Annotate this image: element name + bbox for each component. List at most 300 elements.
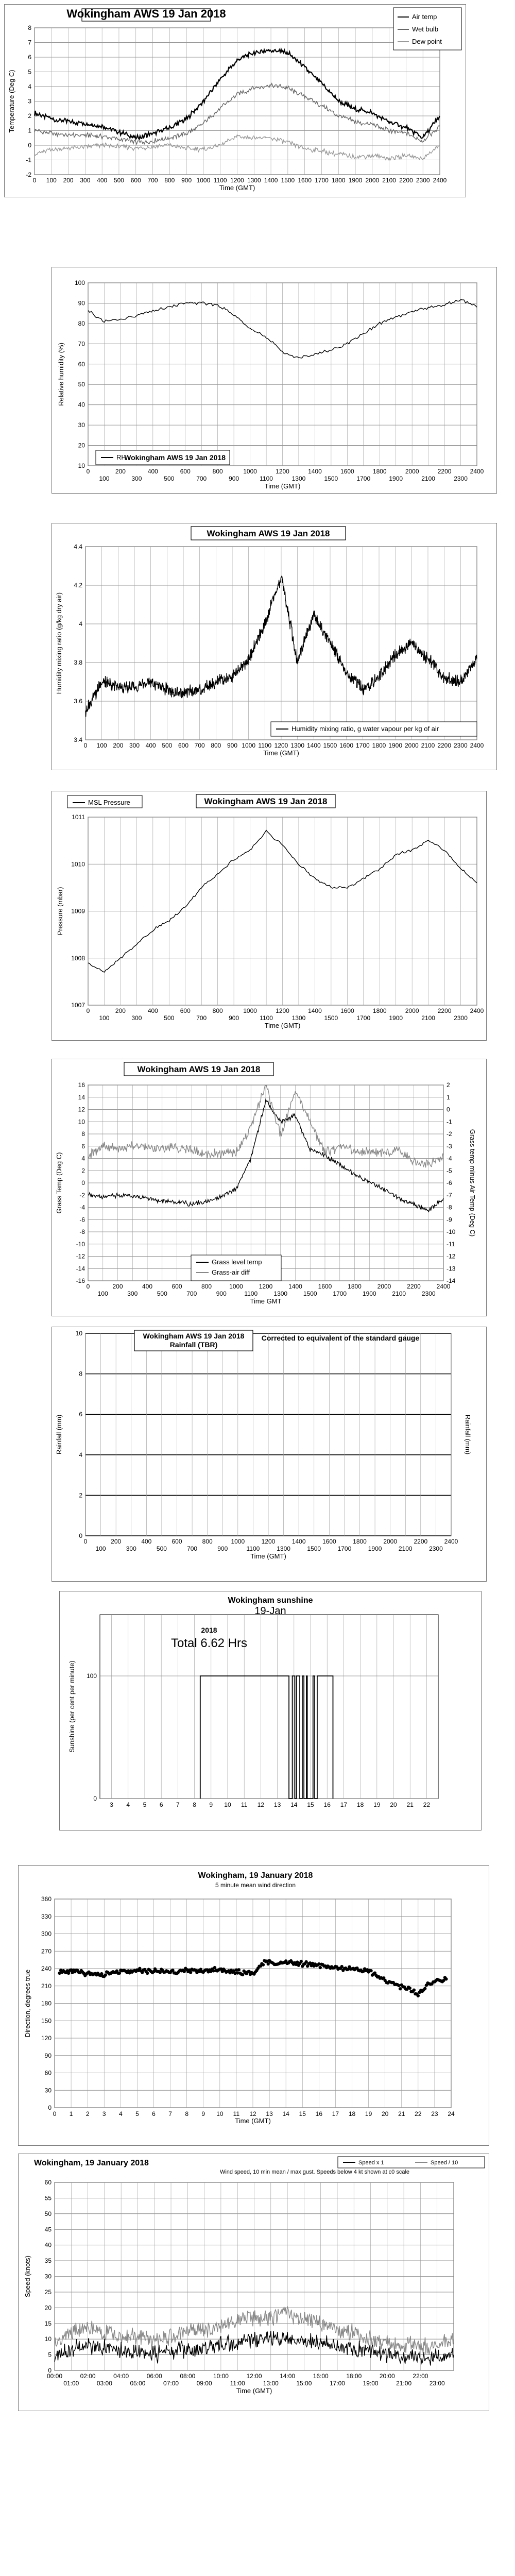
y-tick-label: 5 [48,2351,52,2359]
y-tick-label: 55 [44,2194,52,2202]
legend-label: MSL Pressure [88,799,130,806]
wind-speed-chart-panel [18,2154,489,2411]
x-tick-label: 2 [85,2110,90,2117]
y-tick-label: 40 [78,401,85,409]
y2-tick-label: 1 [447,1093,450,1101]
x-tick-label: 14:00 [280,2372,296,2380]
x-tick-label: 9 [201,2110,205,2117]
x-tick-label: 07:00 [163,2380,179,2387]
x-tick-label: 2300 [416,177,430,184]
y2-tick-label: -14 [447,1277,456,1284]
x-tick-label: 600 [180,468,191,475]
x-tick-label: 600 [180,1007,191,1014]
y-tick-label: 60 [44,2069,52,2077]
chart-subtitle: 5 minute mean wind direction [215,1882,296,1889]
y-tick-label: 100 [86,1672,97,1680]
x-tick-label: 11 [241,1801,248,1808]
x-tick-label: 3 [110,1801,113,1808]
chart-title: Wokingham AWS 19 Jan 2018 [124,453,226,462]
data-point [423,1987,426,1990]
x-axis-label: Time (GMT) [264,1022,301,1029]
y-tick-label: 4.4 [74,543,82,550]
chart-subtitle: Rainfall (TBR) [169,1341,218,1349]
data-point [408,1987,411,1990]
x-tick-label: 900 [229,1014,239,1022]
x-tick-label: 19 [373,1801,381,1808]
x-tick-label: 21 [406,1801,414,1808]
y-tick-label: -1 [26,156,31,164]
x-tick-label: 12 [249,2110,256,2117]
y-tick-label: 10 [78,462,85,469]
y-tick-label: 10 [78,1118,85,1126]
x-tick-label: 300 [131,1014,142,1022]
x-tick-label: 1600 [322,1538,336,1545]
x-tick-label: 10 [224,1801,231,1808]
x-tick-label: 300 [131,475,142,482]
x-tick-label: 0 [83,742,88,749]
y-tick-label: 90 [78,299,85,307]
x-tick-label: 1400 [264,177,278,184]
x-tick-label: 2400 [433,177,447,184]
y-tick-label: 1 [28,127,31,134]
x-tick-label: 04:00 [113,2372,129,2380]
x-tick-label: 14 [282,2110,289,2117]
y-tick-label: 1007 [71,1002,85,1009]
y2-tick-label: -9 [447,1216,452,1224]
x-tick-label: 700 [186,1290,197,1297]
y-tick-label: -12 [76,1252,85,1260]
y-tick-label: 180 [41,1999,52,2007]
y2-tick-label: -13 [447,1265,456,1273]
y-axis-label: Rainfall (mm) [55,1414,63,1455]
x-tick-label: 1100 [260,1014,273,1022]
x-tick-label: 2200 [437,1007,452,1014]
y-tick-label: 6 [28,54,31,61]
y-tick-label: 14 [78,1093,85,1101]
x-tick-label: 800 [164,177,175,184]
x-tick-label: 2100 [398,1545,413,1552]
x-tick-label: 2200 [437,468,452,475]
x-tick-label: 8 [185,2110,189,2117]
y2-tick-label: 0 [447,1106,450,1113]
y2-tick-label: -4 [447,1155,452,1162]
x-tick-label: 100 [95,1545,106,1552]
y-tick-label: 6 [79,1411,82,1418]
x-axis-label: Time (GMT) [250,1552,286,1560]
x-tick-label: 900 [181,177,192,184]
x-tick-label: 17 [332,2110,339,2117]
x-tick-label: 2300 [454,1014,468,1022]
data-point [262,1963,265,1966]
y-tick-label: 7 [28,39,31,46]
y2-tick-label: -10 [447,1228,456,1235]
x-tick-label: 1000 [229,1283,243,1290]
x-tick-label: 06:00 [146,2372,162,2380]
sunshine-chart [60,1591,481,1830]
x-tick-label: 02:00 [80,2372,96,2380]
data-point [104,1973,107,1976]
x-tick-label: 1000 [243,468,257,475]
legend-label: Grass-air diff [212,1268,250,1276]
y2-tick-label: 2 [447,1081,450,1089]
x-tick-label: 2400 [470,742,484,749]
x-tick-label: 1500 [323,742,337,749]
x-tick-label: 20 [390,1801,397,1808]
x-tick-label: 11:00 [230,2380,245,2387]
x-tick-label: 500 [157,1290,167,1297]
x-tick-label: 2000 [404,742,419,749]
mixing-ratio-chart-panel [52,523,497,770]
x-tick-label: 4 [126,1801,130,1808]
x-tick-label: 1900 [389,1014,403,1022]
y-tick-label: 60 [78,360,85,368]
x-tick-label: 1400 [308,1007,322,1014]
x-tick-label: 2400 [444,1538,458,1545]
x-tick-label: 18 [356,1801,364,1808]
pressure-chart [52,791,486,1040]
x-tick-label: 400 [142,1283,153,1290]
y2-axis-label: Rainfall (mm) [464,1414,472,1455]
chart-title: Wokingham, 19 January 2018 [198,1871,313,1880]
x-tick-label: 1200 [276,1007,289,1014]
y-tick-label: 0 [48,2104,52,2111]
x-tick-label: 05:00 [130,2380,146,2387]
x-tick-label: 300 [80,177,91,184]
x-tick-label: 23:00 [429,2380,445,2387]
x-tick-label: 1200 [261,1538,276,1545]
x-tick-label: 1400 [308,468,322,475]
y-tick-label: 1010 [71,860,85,868]
x-tick-label: 17 [340,1801,348,1808]
y-tick-label: -2 [79,1191,85,1199]
x-tick-label: 200 [112,1283,123,1290]
x-tick-label: 5 [143,1801,147,1808]
y-tick-label: 30 [78,421,85,429]
x-tick-label: 1700 [356,475,371,482]
x-tick-label: 0 [32,177,37,184]
x-tick-label: 1600 [339,742,354,749]
x-tick-label: 800 [202,1538,213,1545]
y-tick-label: 8 [81,1130,85,1138]
y-tick-label: 30 [44,2273,52,2280]
x-tick-label: 1300 [291,475,306,482]
x-tick-label: 900 [229,475,239,482]
y2-tick-label: -1 [447,1118,452,1126]
x-tick-label: 1800 [331,177,346,184]
x-tick-label: 1200 [274,742,288,749]
pressure-chart-panel [52,791,487,1041]
x-tick-label: 1500 [324,475,338,482]
x-tick-label: 16:00 [313,2372,329,2380]
x-tick-label: 00:00 [46,2372,63,2380]
x-tick-label: 1700 [333,1290,347,1297]
x-axis-label: Time (GMT) [235,2117,271,2125]
y2-axis-label: Grass temp minus Air Temp (Deg C) [469,1129,476,1237]
data-point [118,1972,121,1975]
y-tick-label: 210 [41,1982,52,1990]
x-tick-label: 7 [168,2110,172,2117]
x-tick-label: 6 [152,2110,156,2117]
x-tick-label: 600 [130,177,141,184]
y-axis-label: Temperature (Deg C) [8,70,15,133]
x-tick-label: 2100 [392,1290,406,1297]
y-axis-label: Direction, degrees true [24,1969,31,2038]
y-tick-label: 0 [28,142,31,149]
x-tick-label: 100 [99,1014,110,1022]
y-tick-label: -8 [79,1228,85,1235]
x-tick-label: 1200 [276,468,289,475]
x-tick-label: 800 [201,1283,212,1290]
x-tick-label: 1800 [348,1283,362,1290]
x-tick-label: 1900 [389,475,403,482]
mixing-ratio-chart [52,523,496,770]
chart-date: 19-Jan [254,1605,286,1617]
x-tick-label: 10:00 [213,2372,229,2380]
x-axis-label: Time GMT [250,1297,282,1305]
x-tick-label: 200 [115,1007,126,1014]
x-tick-label: 23 [431,2110,438,2117]
x-tick-label: 2200 [414,1538,428,1545]
y-axis-label: Humidity mixing ratio (g/kg dry air) [55,592,63,694]
x-tick-label: 11 [233,2110,240,2117]
y2-tick-label: -7 [447,1191,452,1199]
x-tick-label: 1700 [337,1545,352,1552]
data-point [213,1966,216,1969]
x-tick-label: 1100 [258,742,272,749]
y-tick-label: 0 [48,2367,52,2374]
x-tick-label: 8 [193,1801,196,1808]
x-tick-label: 1300 [291,1014,306,1022]
rainfall-chart-panel [52,1327,487,1582]
legend-label: Dew point [412,38,442,45]
x-tick-label: 1600 [340,1007,354,1014]
x-tick-label: 2300 [453,742,468,749]
x-tick-label: 5 [135,2110,139,2117]
legend-label: Speed x 1 [358,2160,384,2166]
x-tick-label: 2400 [470,1007,484,1014]
x-tick-label: 17:00 [329,2380,345,2387]
x-tick-label: 18:00 [346,2372,362,2380]
chart-note: Corrected to equivalent of the standard gauge [261,1334,420,1342]
x-tick-label: 2300 [429,1545,443,1552]
y-axis-label: Sunshine (per cent per minute) [68,1660,76,1753]
x-tick-label: 1700 [315,177,329,184]
temperature-chart [5,5,466,197]
x-tick-label: 20:00 [379,2372,395,2380]
y-tick-label: 80 [78,319,85,327]
x-tick-label: 600 [178,742,189,749]
y-tick-label: -2 [26,171,31,178]
x-tick-label: 1700 [356,1014,371,1022]
x-tick-label: 300 [126,1545,136,1552]
y-tick-label: 25 [44,2288,52,2296]
x-tick-label: 1100 [260,475,273,482]
y-tick-label: 12 [78,1106,85,1113]
x-tick-label: 300 [129,742,140,749]
data-point [397,1984,400,1987]
humidity-chart [52,267,496,493]
y-tick-label: 100 [74,279,85,286]
x-tick-label: 2100 [382,177,396,184]
y-tick-label: 5 [28,68,31,76]
legend-label: RH [116,453,126,461]
y-axis-label: Pressure (mbar) [56,887,64,936]
x-tick-label: 7 [176,1801,180,1808]
x-tick-label: 2100 [421,475,435,482]
chart-title: Wokingham AWS 19 Jan 2018 [137,1064,261,1074]
y-axis-label: Speed (knots) [24,2256,31,2297]
y-tick-label: 16 [78,1081,85,1089]
data-point [413,1988,416,1991]
x-tick-label: 15:00 [296,2380,312,2387]
x-tick-label: 1600 [318,1283,332,1290]
x-tick-label: 1800 [372,1007,387,1014]
x-tick-label: 0 [53,2110,57,2117]
x-tick-label: 21 [398,2110,405,2117]
x-tick-label: 4 [118,2110,123,2117]
x-tick-label: 3 [102,2110,106,2117]
sunshine-chart-panel [59,1591,482,1831]
x-tick-label: 22:00 [413,2372,428,2380]
chart-note: Wind speed, 10 min mean / max gust. Speeds below 4 kt shown at c0 scale [219,2169,410,2175]
x-tick-label: 09:00 [196,2380,212,2387]
x-tick-label: 14 [290,1801,298,1808]
x-tick-label: 400 [147,468,158,475]
x-tick-label: 1500 [307,1545,321,1552]
y-tick-label: 2 [81,1167,85,1175]
y-tick-label: 40 [44,2241,52,2249]
x-tick-label: 20 [381,2110,389,2117]
x-tick-label: 500 [156,1545,167,1552]
y-tick-label: 20 [78,442,85,449]
x-axis-label: Time (GMT) [236,2387,272,2395]
y-axis-label: Relative humidity (%) [57,343,65,406]
x-tick-label: 0 [86,1007,90,1014]
x-tick-label: 19 [365,2110,372,2117]
data-point [300,1960,303,1963]
x-tick-label: 500 [162,742,173,749]
x-tick-label: 9 [209,1801,213,1808]
x-tick-label: 0 [86,468,90,475]
x-tick-label: 24 [448,2110,455,2117]
x-tick-label: 900 [227,742,238,749]
x-tick-label: 800 [212,468,223,475]
x-tick-label: 0 [83,1538,88,1545]
x-tick-label: 400 [141,1538,152,1545]
data-point [189,1971,192,1974]
x-tick-label: 16 [315,2110,323,2117]
y-tick-label: 20 [44,2304,52,2312]
y-tick-label: 240 [41,1965,52,1972]
y2-tick-label: -3 [447,1142,452,1150]
x-tick-label: 1000 [231,1538,245,1545]
x-tick-label: 400 [97,177,108,184]
x-tick-label: 1900 [388,742,403,749]
y-tick-label: 10 [44,2335,52,2343]
y-tick-label: 330 [41,1912,52,1920]
x-tick-label: 2200 [399,177,413,184]
y-tick-label: 2 [79,1492,82,1499]
wind-direction-chart-panel [18,1865,489,2146]
legend-label: Wet bulb [412,25,439,33]
y2-tick-label: -8 [447,1204,452,1211]
chart-title: Wokingham AWS 19 Jan 2018 [204,796,328,806]
y-tick-label: 3.6 [74,698,82,705]
data-point [146,1972,149,1975]
x-tick-label: 400 [147,1007,158,1014]
x-tick-label: 100 [46,177,57,184]
chart-title: Wokingham AWS 19 Jan 2018 [207,529,330,538]
y-tick-label: -6 [79,1216,85,1224]
x-tick-label: 400 [145,742,156,749]
x-tick-label: 900 [217,1545,228,1552]
x-tick-label: 1500 [303,1290,317,1297]
x-tick-label: 2000 [365,177,380,184]
x-tick-label: 2400 [436,1283,451,1290]
y2-tick-label: -5 [447,1167,452,1175]
chart-title: Wokingham sunshine [228,1596,313,1605]
x-tick-label: 2100 [421,1014,435,1022]
y-tick-label: 35 [44,2257,52,2265]
y-tick-label: 1008 [71,954,85,962]
x-tick-label: 700 [147,177,158,184]
x-tick-label: 200 [111,1538,122,1545]
y-tick-label: 4 [28,83,31,90]
x-tick-label: 1600 [298,177,312,184]
chart-title: Wokingham AWS 19 Jan 2018 [66,7,226,20]
x-tick-label: 500 [113,177,124,184]
plot-area [100,1615,438,1799]
temperature-chart-panel [4,4,466,197]
x-tick-label: 2100 [421,742,435,749]
y-tick-label: 70 [78,340,85,348]
x-axis-label: Time (GMT) [263,749,299,757]
y-tick-label: 4 [79,1451,82,1459]
legend-label: Grass level temp [212,1258,262,1266]
x-tick-label: 1100 [213,177,227,184]
x-tick-label: 700 [194,742,205,749]
grass-temp-chart [52,1059,486,1316]
y2-tick-label: -2 [447,1130,452,1138]
x-tick-label: 12 [257,1801,265,1808]
y-tick-label: -14 [76,1265,85,1273]
x-tick-label: 500 [164,475,175,482]
x-tick-label: 2300 [421,1290,436,1297]
y-tick-label: 0 [79,1532,82,1539]
y-tick-label: -16 [76,1277,85,1284]
x-tick-label: 19:00 [363,2380,379,2387]
chart-total: Total 6.62 Hrs [170,1636,248,1650]
x-tick-label: 100 [97,1290,108,1297]
x-tick-label: 1400 [288,1283,302,1290]
y-tick-label: 3 [28,97,31,105]
x-tick-label: 16 [323,1801,331,1808]
x-tick-label: 1600 [340,468,354,475]
x-tick-label: 1300 [273,1290,288,1297]
x-tick-label: 1800 [372,468,387,475]
humidity-chart-panel [52,267,497,494]
x-tick-label: 01:00 [63,2380,79,2387]
x-tick-label: 1300 [290,742,305,749]
x-tick-label: 700 [196,1014,207,1022]
x-tick-label: 100 [96,742,107,749]
x-tick-label: 21:00 [396,2380,412,2387]
x-tick-label: 1000 [242,742,256,749]
x-tick-label: 10 [216,2110,224,2117]
chart-title: Wokingham AWS 19 Jan 2018 [143,1332,245,1340]
y-axis-label: Grass Temp (Deg C) [55,1152,63,1214]
x-tick-label: 700 [187,1545,198,1552]
